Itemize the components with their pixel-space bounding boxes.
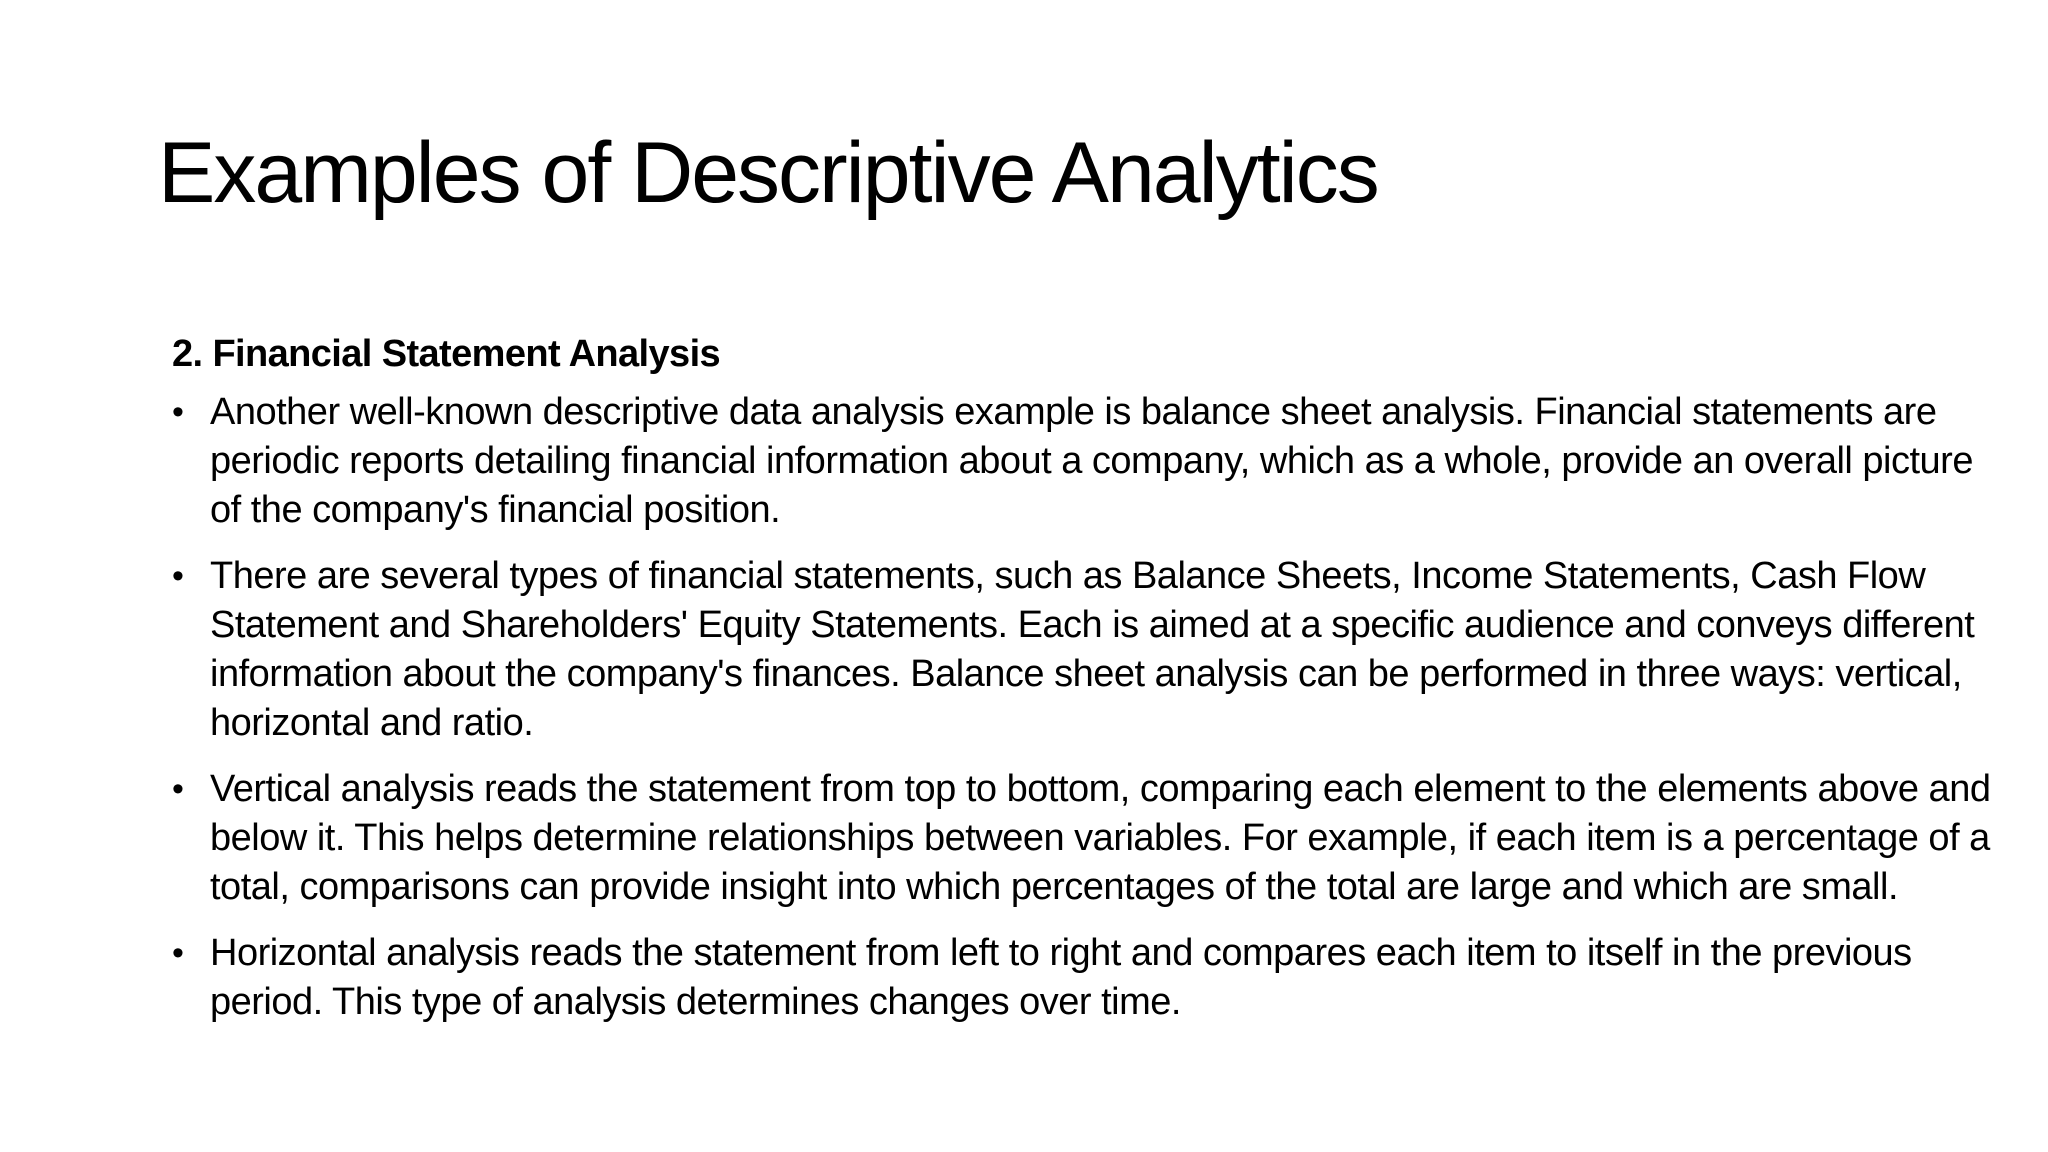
bullet-text: There are several types of financial statements, such as Balance Sheets, Income Statements, Cash Flow Statement and Shareholders' Equity Statements. Each is aimed at a specific audience and conveys different information about the company's finances. Balance sheet analysis can be performed in three ways: vertical, horizontal and ratio. xyxy=(210,555,1975,744)
bullet-text: Another well-known descriptive data analysis example is balance sheet analysis. Financial statements are periodic reports detailing financial information about a company, which as a whole, provide an overall picture of the company's financial position. xyxy=(210,391,1973,531)
bullet-text: Horizontal analysis reads the statement from left to right and compares each item to itself in the previous period. This type of analysis determines changes over time. xyxy=(210,932,1912,1023)
bullet-text: Vertical analysis reads the statement from top to bottom, comparing each element to the elements above and below it. This helps determine relationships between variables. For example, if each item is a percentage of a total, comparisons can provide insight into which percentages of the total are large and which are small. xyxy=(210,768,1991,908)
bullet-item xyxy=(172,765,2002,912)
bullet-item xyxy=(172,929,2002,1027)
bullet-icon: • xyxy=(172,770,184,808)
bullet-item xyxy=(172,388,2002,535)
bullet-icon: • xyxy=(172,557,184,595)
slide-title: Examples of Descriptive Analytics xyxy=(158,125,1378,221)
section-heading: 2. Financial Statement Analysis xyxy=(172,333,721,375)
bullet-item xyxy=(172,552,2002,748)
slide-body xyxy=(172,327,2002,1044)
bullet-icon: • xyxy=(172,934,184,972)
bullet-icon: • xyxy=(172,393,184,431)
bullet-list xyxy=(172,388,2002,1027)
